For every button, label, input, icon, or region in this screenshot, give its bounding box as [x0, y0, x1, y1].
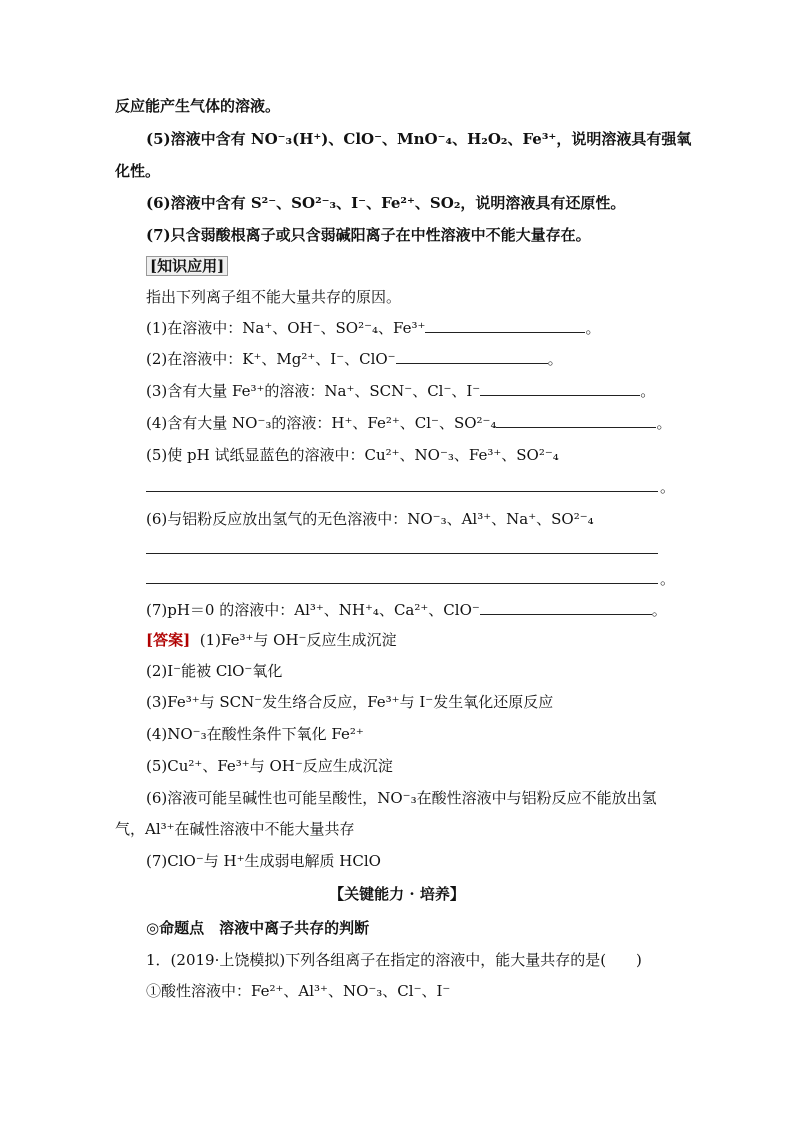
intro-line-5a: (5)溶液中含有 NO⁻₃(H⁺)、ClO⁻、MnO⁻₄、H₂O₂、Fe³⁺，说明溶液具有强氧	[146, 130, 692, 148]
practice-question-1	[146, 318, 600, 338]
question-text: (2)在溶液中：K⁺、Mg²⁺、I⁻、ClO⁻	[146, 350, 396, 368]
answer-line-7: (7)ClO⁻与 H⁺生成弱电解质 HClO	[146, 852, 381, 870]
knowledge-application-tag: [知识应用]	[146, 256, 228, 276]
answer-blank	[496, 413, 656, 428]
answer-tag: [答案]	[146, 631, 191, 649]
answer-rule	[146, 491, 658, 492]
answer-text: (1)Fe³⁺与 OH⁻反应生成沉淀	[199, 631, 397, 649]
period: 。	[660, 478, 676, 496]
period: 。	[660, 570, 676, 588]
period: 。	[656, 414, 672, 432]
practice-prompt: 指出下列离子组不能大量共存的原因。	[146, 288, 402, 306]
answer-line-3: (3)Fe³⁺与 SCN⁻发生络合反应，Fe³⁺与 I⁻发生氧化还原反应	[146, 693, 554, 711]
practice-question-6: (6)与铝粉反应放出氢气的无色溶液中：NO⁻₃、Al³⁺、Na⁺、SO²⁻₄	[146, 510, 594, 528]
question-text: (3)含有大量 Fe³⁺的溶液：Na⁺、SCN⁻、Cl⁻、I⁻	[146, 382, 481, 400]
intro-line-5b: 化性。	[115, 162, 161, 180]
question-text: (7)pH＝0 的溶液中：Al³⁺、NH⁺₄、Ca²⁺、ClO⁻	[146, 601, 480, 619]
question-text: (4)含有大量 NO⁻₃的溶液：H⁺、Fe²⁺、Cl⁻、SO²⁻₄	[146, 414, 497, 432]
period: 。	[651, 601, 667, 619]
answer-line-5: (5)Cu²⁺、Fe³⁺与 OH⁻反应生成沉淀	[146, 757, 393, 775]
answer-rule	[146, 583, 658, 584]
answer-line-4: (4)NO⁻₃在酸性条件下氧化 Fe²⁺	[146, 725, 364, 743]
answer-line-6b: 气，Al³⁺在碱性溶液中不能大量共存	[115, 820, 355, 838]
intro-line-7: (7)只含弱酸根离子或只含弱碱阳离子在中性溶液中不能大量存在。	[146, 226, 591, 244]
answer-blank	[396, 349, 548, 364]
answer-blank	[425, 318, 585, 333]
answer-blank	[480, 381, 640, 396]
section-heading: 【关键能力 · 培养】	[329, 885, 465, 903]
period: 。	[640, 382, 656, 400]
practice-question-2	[146, 349, 563, 369]
exercise-option-1: ①酸性溶液中：Fe²⁺、Al³⁺、NO⁻₃、Cl⁻、I⁻	[146, 982, 451, 1000]
answer-line-2: (2)I⁻能被 ClO⁻氧化	[146, 662, 283, 680]
answer-line-1	[146, 630, 396, 650]
answer-blank	[480, 600, 652, 615]
period: 。	[585, 319, 601, 337]
answer-line-6a: (6)溶液可能呈碱性也可能呈酸性，NO⁻₃在酸性溶液中与铝粉反应不能放出氢	[146, 789, 657, 807]
intro-line-0: 反应能产生气体的溶液。	[115, 97, 281, 115]
practice-question-5: (5)使 pH 试纸显蓝色的溶液中：Cu²⁺、NO⁻₃、Fe³⁺、SO²⁻₄	[146, 446, 559, 464]
topic-heading: ◎命题点 溶液中离子共存的判断	[146, 919, 370, 937]
period: 。	[547, 350, 563, 368]
exercise-question-1: 1．(2019·上饶模拟)下列各组离子在指定的溶液中，能大量共存的是( )	[146, 951, 642, 969]
intro-line-6: (6)溶液中含有 S²⁻、SO²⁻₃、I⁻、Fe²⁺、SO₂，说明溶液具有还原性。	[146, 194, 626, 212]
question-text: (1)在溶液中：Na⁺、OH⁻、SO²⁻₄、Fe³⁺	[146, 319, 426, 337]
practice-tag	[146, 256, 228, 276]
practice-question-7	[146, 600, 667, 620]
practice-question-4	[146, 413, 672, 433]
answer-rule	[146, 553, 658, 554]
practice-question-3	[146, 381, 655, 401]
